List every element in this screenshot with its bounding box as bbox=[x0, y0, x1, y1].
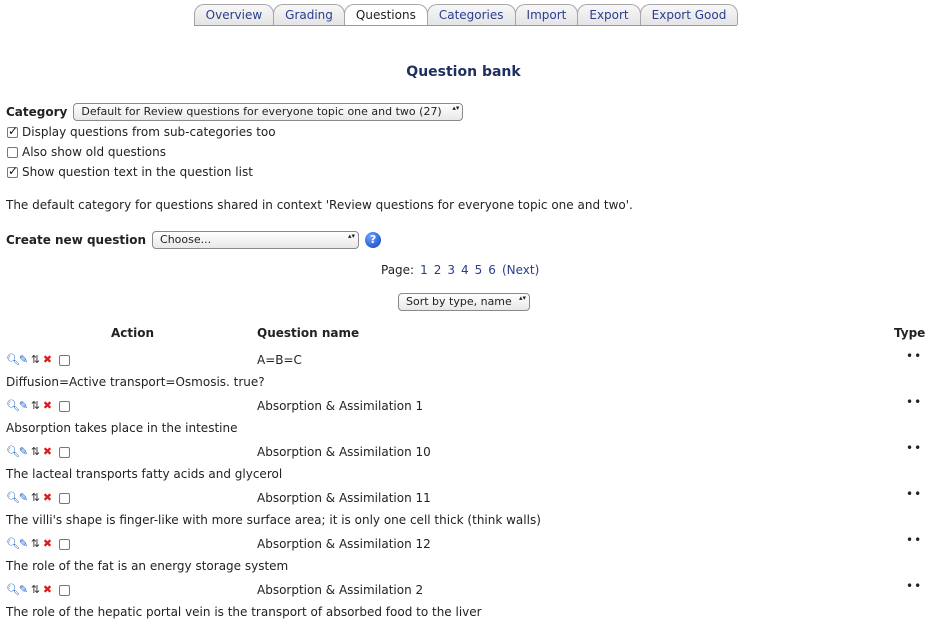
edit-icon[interactable]: ✎ bbox=[18, 583, 29, 596]
option-show-text[interactable] bbox=[7, 165, 253, 179]
page-link-6[interactable]: 6 bbox=[488, 263, 496, 277]
delete-icon[interactable]: ✖ bbox=[42, 445, 53, 458]
tab-questions[interactable]: Questions bbox=[344, 4, 428, 25]
preview-icon[interactable]: 🔍︎ bbox=[6, 445, 20, 458]
table-row bbox=[0, 533, 931, 559]
next-page-link[interactable]: (Next) bbox=[501, 263, 540, 277]
header-question-name[interactable]: Question name bbox=[257, 326, 360, 340]
question-text: The role of the hepatic portal vein is the transport of absorbed food to the liver bbox=[6, 605, 482, 619]
category-row bbox=[6, 103, 463, 121]
question-text: Diffusion=Active transport=Osmosis. true? bbox=[6, 375, 265, 389]
edit-icon[interactable]: ✎ bbox=[18, 491, 29, 504]
question-type-icon: •• bbox=[906, 395, 923, 409]
tab-grading[interactable]: Grading bbox=[273, 4, 345, 25]
row-select-checkbox[interactable] bbox=[59, 493, 70, 504]
delete-icon[interactable]: ✖ bbox=[42, 353, 53, 366]
subcategories-checkbox[interactable] bbox=[7, 127, 18, 138]
question-text: The villi's shape is finger-like with more surface area; it is only one cell thick (think walls) bbox=[6, 513, 541, 527]
table-row bbox=[0, 579, 931, 605]
pagination bbox=[381, 263, 539, 277]
show-text-checkbox[interactable] bbox=[7, 167, 18, 178]
question-name: Absorption & Assimilation 10 bbox=[257, 445, 431, 459]
create-question-select[interactable]: Choose... ▴▾ bbox=[152, 231, 359, 249]
preview-icon[interactable]: 🔍︎ bbox=[6, 399, 20, 412]
header-type[interactable]: Type bbox=[894, 326, 926, 340]
sort-select[interactable]: Sort by type, name ▴▾ bbox=[398, 293, 530, 311]
table-row bbox=[0, 487, 931, 513]
pagination-label: Page: bbox=[381, 263, 415, 277]
tab-overview[interactable]: Overview bbox=[194, 4, 275, 25]
option-old-questions[interactable] bbox=[7, 145, 166, 159]
row-select-checkbox[interactable] bbox=[59, 447, 70, 458]
question-name: Absorption & Assimilation 2 bbox=[257, 583, 424, 597]
page-link-4[interactable]: 4 bbox=[461, 263, 469, 277]
question-type-icon: •• bbox=[906, 533, 923, 547]
tab-categories[interactable]: Categories bbox=[427, 4, 516, 25]
row-actions bbox=[6, 583, 74, 597]
page-link-1[interactable]: 1 bbox=[420, 263, 428, 277]
preview-icon[interactable]: 🔍︎ bbox=[6, 537, 20, 550]
page-link-2[interactable]: 2 bbox=[433, 263, 442, 277]
question-name: A=B=C bbox=[257, 353, 302, 367]
page-link-5[interactable]: 5 bbox=[474, 263, 483, 277]
row-actions bbox=[6, 445, 74, 459]
header-action: Action bbox=[111, 326, 155, 340]
table-row bbox=[0, 395, 931, 421]
table-row bbox=[0, 441, 931, 467]
page-title: Question bank bbox=[406, 64, 521, 80]
move-icon[interactable]: ⇅ bbox=[30, 537, 41, 550]
row-select-checkbox[interactable] bbox=[59, 355, 70, 366]
tab-bar bbox=[0, 4, 931, 26]
page-link-3[interactable]: 3 bbox=[447, 263, 456, 277]
category-label: Category bbox=[6, 105, 68, 119]
question-type-icon: •• bbox=[906, 579, 923, 593]
tab-export[interactable]: Export bbox=[577, 4, 640, 25]
delete-icon[interactable]: ✖ bbox=[42, 491, 53, 504]
tab-export-good[interactable]: Export Good bbox=[640, 4, 739, 25]
row-select-checkbox[interactable] bbox=[59, 401, 70, 412]
preview-icon[interactable]: 🔍︎ bbox=[6, 353, 20, 366]
tab-row bbox=[194, 4, 738, 26]
old-questions-checkbox[interactable] bbox=[7, 147, 18, 158]
row-actions bbox=[6, 537, 74, 551]
move-icon[interactable]: ⇅ bbox=[30, 445, 41, 458]
edit-icon[interactable]: ✎ bbox=[18, 399, 29, 412]
edit-icon[interactable]: ✎ bbox=[18, 445, 29, 458]
delete-icon[interactable]: ✖ bbox=[42, 399, 53, 412]
row-select-checkbox[interactable] bbox=[59, 585, 70, 596]
move-icon[interactable]: ⇅ bbox=[30, 583, 41, 596]
create-row bbox=[6, 231, 381, 249]
table-row bbox=[0, 349, 931, 375]
question-type-icon: •• bbox=[906, 349, 923, 363]
row-actions bbox=[6, 353, 74, 367]
row-actions bbox=[6, 491, 74, 505]
edit-icon[interactable]: ✎ bbox=[18, 353, 29, 366]
row-select-checkbox[interactable] bbox=[59, 539, 70, 550]
row-actions bbox=[6, 399, 74, 413]
question-type-icon: •• bbox=[906, 441, 923, 455]
delete-icon[interactable]: ✖ bbox=[42, 583, 53, 596]
question-name: Absorption & Assimilation 11 bbox=[257, 491, 431, 505]
context-note: The default category for questions shared in context 'Review questions for everyone topic one and two'. bbox=[6, 198, 633, 212]
option-subcategories[interactable] bbox=[7, 125, 276, 139]
category-select[interactable]: Default for Review questions for everyone topic one and two (27) ▴▾ bbox=[73, 103, 463, 121]
move-icon[interactable]: ⇅ bbox=[30, 491, 41, 504]
old-questions-label: Also show old questions bbox=[22, 145, 166, 159]
question-name: Absorption & Assimilation 1 bbox=[257, 399, 424, 413]
show-text-label: Show question text in the question list bbox=[22, 165, 253, 179]
question-text: The lacteal transports fatty acids and glycerol bbox=[6, 467, 283, 481]
move-icon[interactable]: ⇅ bbox=[30, 399, 41, 412]
preview-icon[interactable]: 🔍︎ bbox=[6, 583, 20, 596]
help-icon[interactable]: ? bbox=[365, 232, 381, 248]
question-type-icon: •• bbox=[906, 487, 923, 501]
move-icon[interactable]: ⇅ bbox=[30, 353, 41, 366]
question-name: Absorption & Assimilation 12 bbox=[257, 537, 431, 551]
subcategories-label: Display questions from sub-categories too bbox=[22, 125, 276, 139]
edit-icon[interactable]: ✎ bbox=[18, 537, 29, 550]
tab-import[interactable]: Import bbox=[515, 4, 579, 25]
preview-icon[interactable]: 🔍︎ bbox=[6, 491, 20, 504]
question-text: The role of the fat is an energy storage system bbox=[6, 559, 289, 573]
delete-icon[interactable]: ✖ bbox=[42, 537, 53, 550]
question-text: Absorption takes place in the intestine bbox=[6, 421, 238, 435]
create-label: Create new question bbox=[6, 233, 147, 247]
